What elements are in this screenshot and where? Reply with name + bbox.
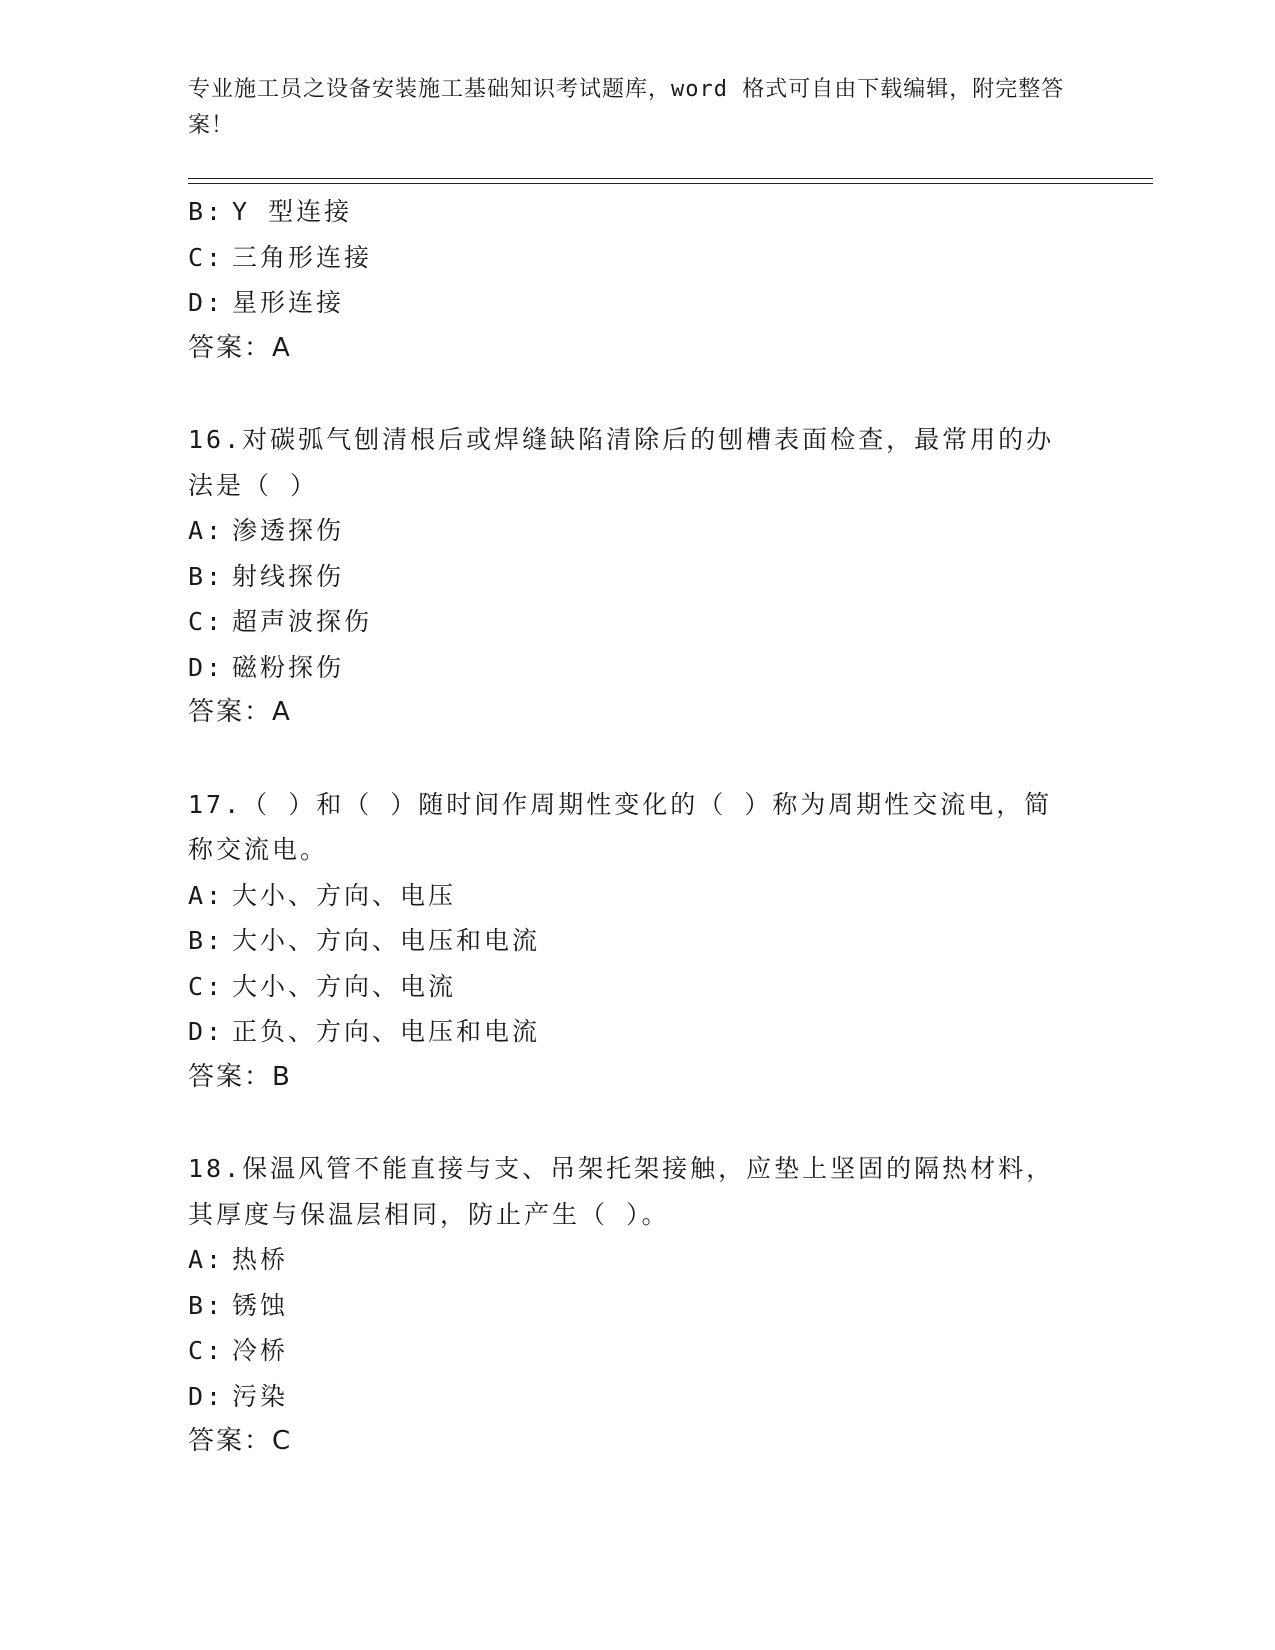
question-text-line-2: 法是（ ） (188, 470, 319, 500)
question-list (188, 189, 1088, 1465)
option-c: C: 三角形连接 (188, 242, 373, 272)
answer: 答案：A (188, 697, 292, 727)
question-text-line-1: 16.对碳弧气刨清根后或焊缝缺陷清除后的刨槽表面检查，最常用的办 (188, 425, 1055, 454)
question-text-line-2: 称交流电。 (188, 835, 329, 864)
option-d: D: 磁粉探伤 (188, 652, 345, 682)
question-16 (188, 417, 1088, 736)
answer: 答案：A (188, 332, 292, 363)
document-header: 专业施工员之设备安装施工基础知识考试题库，word 格式可自由下载编辑，附完整答案！ (188, 77, 1065, 138)
answer: 答案：B (188, 1061, 292, 1092)
option-d: D: 星形连接 (188, 288, 345, 317)
question-fragment (188, 189, 1088, 371)
option-a: A: 渗透探伤 (188, 516, 345, 545)
header-rule-top (188, 178, 1153, 179)
option-b: B: 锈蚀 (188, 1290, 289, 1320)
question-text-line-1: 18.保温风管不能直接与支、吊架托架接触，应垫上坚固的隔热材料， (188, 1154, 1055, 1183)
option-a: A: 大小、方向、电压 (188, 880, 457, 910)
question-18 (188, 1146, 1088, 1465)
option-a: A: 热桥 (188, 1245, 289, 1274)
header-rule-bottom (188, 183, 1153, 184)
spacer (188, 736, 1088, 782)
question-text-line-1: 17.（ ）和（ ）随时间作周期性变化的（ ）称为周期性交流电，简 (188, 789, 1053, 819)
answer: 答案：C (188, 1426, 293, 1456)
option-b: B: 射线探伤 (188, 561, 345, 591)
option-b: B: Y 型连接 (188, 197, 353, 226)
option-d: D: 正负、方向、电压和电流 (188, 1017, 541, 1046)
option-b: B: 大小、方向、电压和电流 (188, 926, 541, 955)
option-c: C: 冷桥 (188, 1336, 289, 1365)
spacer (188, 371, 1088, 417)
question-17 (188, 782, 1088, 1101)
option-c: C: 大小、方向、电流 (188, 971, 457, 1001)
spacer (188, 1100, 1088, 1146)
question-text-line-2: 其厚度与保温层相同，防止产生（ ）。 (188, 1199, 670, 1229)
option-c: C: 超声波探伤 (188, 607, 373, 636)
option-d: D: 污染 (188, 1381, 289, 1411)
